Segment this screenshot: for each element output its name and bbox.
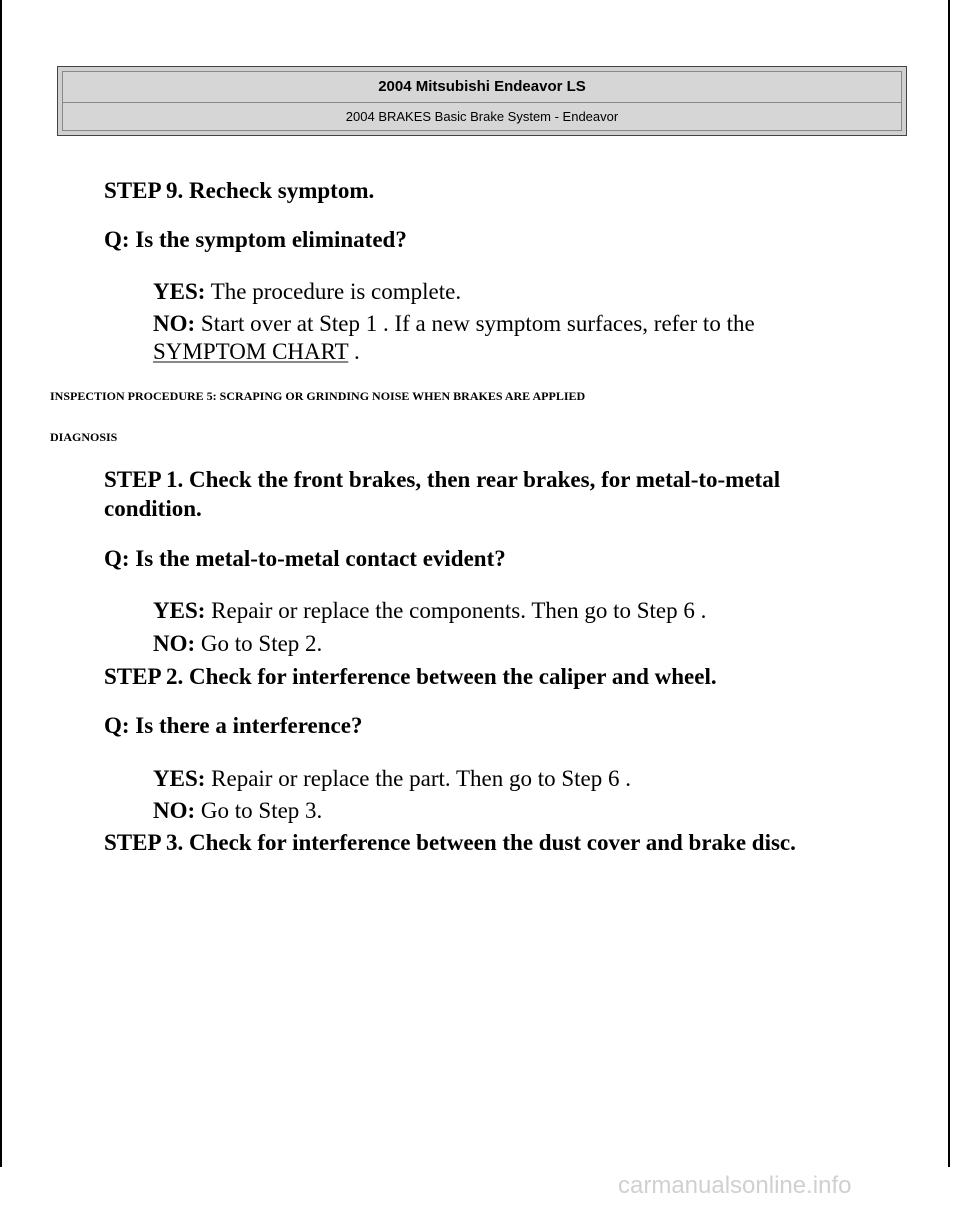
step2-no-text: Go to Step 3. bbox=[195, 798, 323, 823]
step1-no-answer bbox=[153, 631, 322, 657]
step9-yes-text: The procedure is complete. bbox=[205, 279, 462, 304]
step9-no-answer bbox=[153, 311, 755, 337]
step2-heading: STEP 2. Check for interference between the caliper and wheel. bbox=[104, 664, 717, 689]
step1-yes-text: Repair or replace the components. Then go to Step 6 . bbox=[205, 598, 707, 623]
header-subtitle: 2004 BRAKES Basic Brake System - Endeavor bbox=[345, 109, 619, 124]
yes-label: YES: bbox=[153, 598, 206, 623]
step9-yes-answer bbox=[153, 279, 461, 305]
inspection-procedure-heading: INSPECTION PROCEDURE 5: SCRAPING OR GRINDING NOISE WHEN BRAKES ARE APPLIED bbox=[50, 389, 586, 403]
symptom-chart-line bbox=[153, 339, 360, 365]
step2-question: Q: Is there a interference? bbox=[104, 713, 363, 738]
diagnosis-heading: DIAGNOSIS bbox=[50, 430, 118, 444]
step1-heading-line2: condition. bbox=[104, 496, 202, 521]
step1-yes-answer bbox=[153, 598, 706, 624]
step9-heading: STEP 9. Recheck symptom. bbox=[104, 178, 375, 203]
no-label: NO: bbox=[153, 798, 196, 823]
yes-label: YES: bbox=[153, 766, 206, 791]
symptom-chart-link[interactable]: SYMPTOM CHART bbox=[153, 339, 349, 364]
no-label: NO: bbox=[153, 631, 196, 656]
step1-no-text: Go to Step 2. bbox=[195, 631, 323, 656]
header-inner bbox=[62, 71, 902, 131]
yes-label: YES: bbox=[153, 279, 206, 304]
step1-question: Q: Is the metal-to-metal contact evident? bbox=[104, 546, 506, 571]
footer-watermark: carmanualsonline.info bbox=[618, 1172, 852, 1199]
header-title: 2004 Mitsubishi Endeavor LS bbox=[63, 72, 901, 103]
symptom-chart-period: . bbox=[348, 339, 360, 364]
step9-no-text: Start over at Step 1 . If a new symptom surfaces, refer to the bbox=[195, 311, 755, 336]
step2-yes-text: Repair or replace the part. Then go to Step 6 . bbox=[205, 766, 631, 791]
document-header bbox=[57, 66, 907, 136]
step2-yes-answer bbox=[153, 766, 631, 792]
no-label: NO: bbox=[153, 311, 196, 336]
step3-heading: STEP 3. Check for interference between the dust cover and brake disc. bbox=[104, 830, 796, 855]
step9-question: Q: Is the symptom eliminated? bbox=[104, 227, 407, 252]
step2-no-answer bbox=[153, 798, 322, 824]
step1-heading-line1: STEP 1. Check the front brakes, then rear brakes, for metal-to-metal bbox=[104, 467, 781, 492]
